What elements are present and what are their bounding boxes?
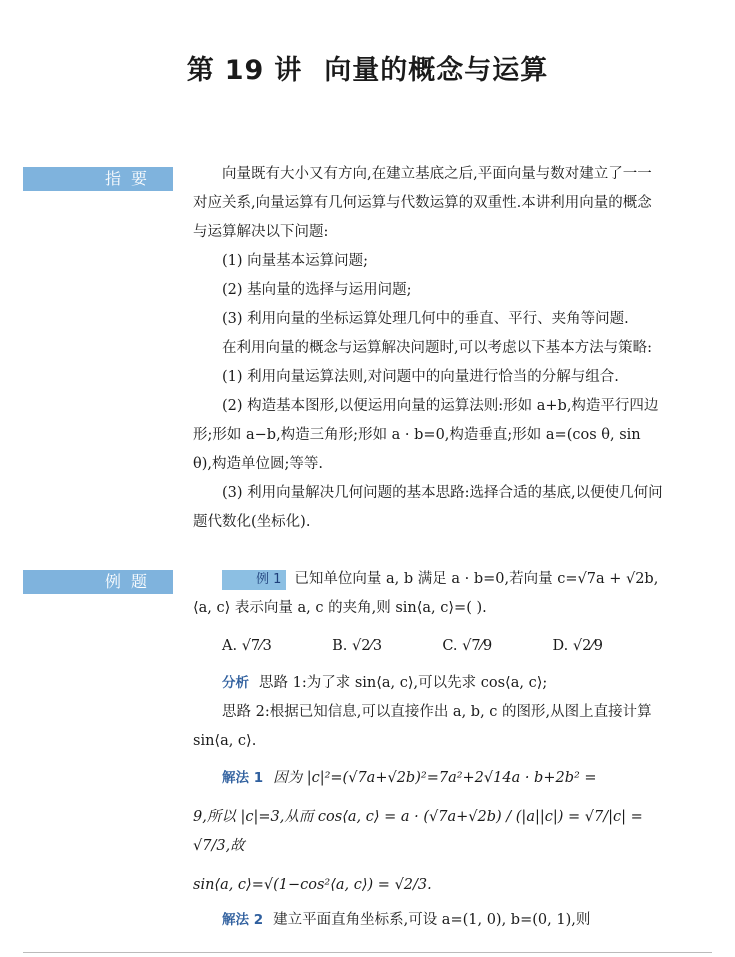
section-tag-examples: 例题	[23, 570, 173, 594]
overview-paragraph: 向量既有大小又有方向,在建立基底之后,平面向量与数对建立了一一对应关系,向量运算有几何运算与代数运算的双重性.本讲利用向量的概念与运算解决以下问题:	[193, 166, 652, 240]
solution1-line: 9,所以 |c|=3,从而 cos⟨a, c⟩ = a · (√7a+√2b) / (|a||c|) = √7/|c| = √7/3,故	[193, 809, 643, 854]
problem-type-item: (2) 基向量的选择与运用问题;	[222, 282, 412, 298]
analysis-line: 思路 2:根据已知信息,可以直接作出 a, b, c 的图形,从图上直接计算 sin⟨a, c⟩.	[193, 704, 652, 749]
example-problem	[193, 565, 663, 623]
lecture-title: 向量的概念与运算	[324, 55, 549, 86]
section-tag-overview: 指要	[23, 167, 173, 191]
problem-text: 已知单位向量 a, b 满足 a · b=0,若向量 c=√7a + √2b, ⟨a, c⟩ 表示向量 a, c 的夹角,则 sin⟨a, c⟩=( ).	[193, 571, 659, 616]
option-d: D. √2⁄9	[552, 638, 603, 654]
option-b: B. √2⁄3	[332, 638, 383, 654]
strategy-intro: 在利用向量的概念与运算解决问题时,可以考虑以下基本方法与策略:	[222, 340, 652, 356]
answer-options	[193, 623, 663, 669]
problem-type-item: (3) 利用向量的坐标运算处理几何中的垂直、平行、夹角等问题.	[222, 311, 629, 327]
analysis-line: 分析 思路 1:为了求 sin⟨a, c⟩,可以先求 cos⟨a, c⟩;	[222, 675, 548, 691]
example-badge: 例 1	[222, 570, 286, 590]
strategy-item: (2) 构造基本图形,以便运用向量的运算法则:形如 a+b,构造平行四边形;形如 a−b,构造三角形;形如 a · b=0,构造垂直;形如 a=(cos θ, sin θ),构造单位圆;等等.	[193, 398, 659, 472]
solution1-line: 解法 1 因为 |c|²=(√7a+√2b)²=7a²+2√14a · b+2b² =	[222, 770, 597, 786]
problem-type-item: (1) 向量基本运算问题;	[222, 253, 369, 269]
option-c: C. √7⁄9	[442, 638, 493, 654]
title-suffix: 讲	[274, 55, 303, 86]
title-prefix: 第	[186, 55, 215, 86]
solution2-label: 解法 2	[222, 912, 264, 928]
bottom-divider	[23, 952, 712, 953]
option-a: A. √7⁄3	[222, 638, 272, 654]
strategy-item: (1) 利用向量运算法则,对问题中的向量进行恰当的分解与组合.	[222, 369, 619, 385]
page-title	[0, 48, 735, 87]
solution2-line: 解法 2 建立平面直角坐标系,可设 a=(1, 0), b=(0, 1),则	[222, 912, 591, 928]
examples-section	[193, 565, 663, 935]
solution1-line: sin⟨a, c⟩=√(1−cos²⟨a, c⟩) = √2/3.	[193, 877, 432, 893]
lecture-number: 19	[224, 55, 265, 86]
solution1-label: 解法 1	[222, 770, 264, 786]
overview-section	[193, 160, 663, 537]
analysis-label: 分析	[222, 675, 249, 691]
strategy-item: (3) 利用向量解决几何问题的基本思路:选择合适的基底,以便使几何问题代数化(坐标化).	[193, 485, 663, 530]
